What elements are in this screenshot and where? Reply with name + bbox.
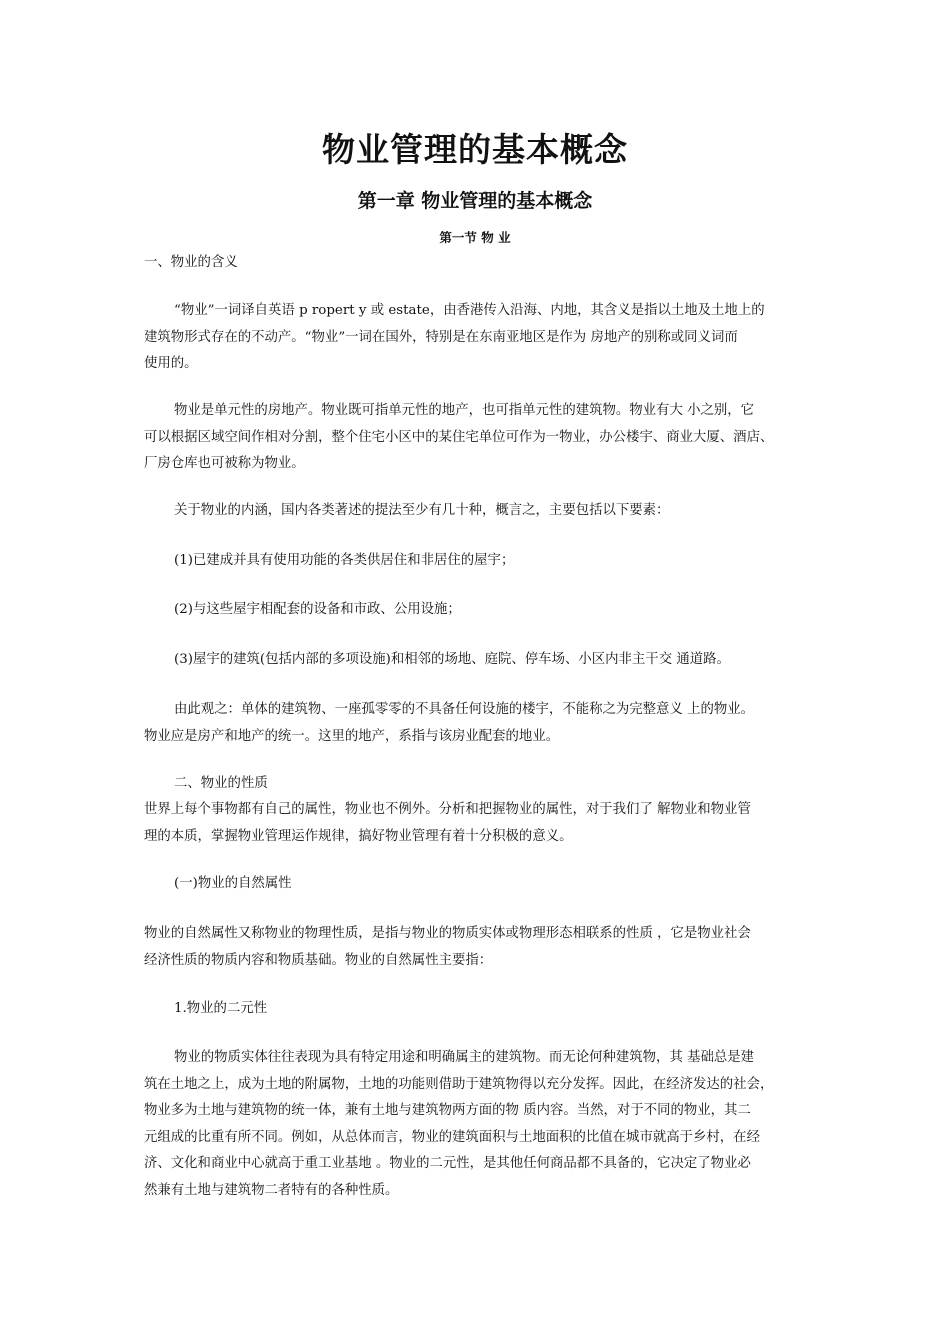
paragraph-definition: “物业”一词译自英语 p ropert y 或 estate，由香港传入沿海、内地，其含义是指以土地及土地上的 建筑物形式存在的不动产。“物业”一词在国外，特别是在东南亚地区是作为 房地产的别称或同义词而 使用的。 — [144, 303, 765, 371]
subheading-natural-attributes: (一)物业的自然属性 — [174, 876, 292, 891]
paragraph-connotation: 关于物业的内涵，国内各类著述的提法至少有几十种，概言之，主要包括以下要素： — [174, 503, 670, 518]
subheading-meaning: 一、物业的含义 — [144, 255, 238, 270]
document-title: 物业管理的基本概念 — [322, 130, 628, 169]
subheading-nature: 二、物业的性质 — [174, 776, 268, 791]
subheading-duality: 1.物业的二元性 — [174, 1001, 268, 1016]
paragraph-unit-property: 物业是单元性的房地产。物业既可指单元性的地产，也可指单元性的建筑物。物业有大 小之别，它 可以根据区域空间作相对分割，整个住宅小区中的某住宅单位可作为一物业，办公楼宇、商业大厦、酒店、 厂房仓库也可被称为物业。 — [144, 403, 774, 471]
chapter-heading: 第一章 物业管理的基本概念 — [357, 190, 593, 212]
list-item-1: (1)已建成并具有使用功能的各类供居住和非居住的屋宇； — [174, 553, 515, 568]
paragraph-natural-attributes: 物业的自然属性又称物业的物理性质，是指与物业的物质实体或物理形态相联系的性质 ，它是物业社会 经济性质的物质内容和物质基础。物业的自然属性主要指： — [144, 926, 751, 968]
list-item-3: (3)屋宇的建筑(包括内部的多项设施)和相邻的场地、庭院、停车场、小区内非主干交 通道路。 — [174, 652, 730, 667]
section-heading: 第一节 物 业 — [439, 230, 511, 245]
paragraph-conclusion: 由此观之：单体的建筑物、一座孤零零的不具备任何设施的楼宇，不能称之为完整意义 上的物业。 物业应是房产和地产的统一。这里的地产，系指与该房业配套的地业。 — [144, 702, 755, 744]
list-item-2: (2)与这些屋宇相配套的设备和市政、公用设施； — [174, 602, 461, 617]
paragraph-attributes: 世界上每个事物都有自己的属性，物业也不例外。分析和把握物业的属性，对于我们了 解物业和物业管 理的本质，掌握物业管理运作规律，搞好物业管理有着十分积极的意义。 — [144, 802, 751, 844]
paragraph-duality: 物业的物质实体往往表现为具有特定用途和明确属主的建筑物。而无论何种建筑物，其 基础总是建 筑在土地之上，成为土地的附属物，土地的功能则借助于建筑物得以充分发挥。因此，在经济发达的社会， 物业多为土地与建筑物的统一体，兼有土地与建筑物两方面的物 质内容。当然，对于不同的物业，其二 元组成的比重有所不同。例如，从总体而言，物业的建筑面积与土地面积的比值在城市就高于乡村，在经 济、文化和商业中心就高于重工业基地 。物业的二元性，是其他任何商品都不具备的，它决定了物业必 然兼有土地与建筑物二者特有的各种性质。 — [144, 1050, 774, 1198]
